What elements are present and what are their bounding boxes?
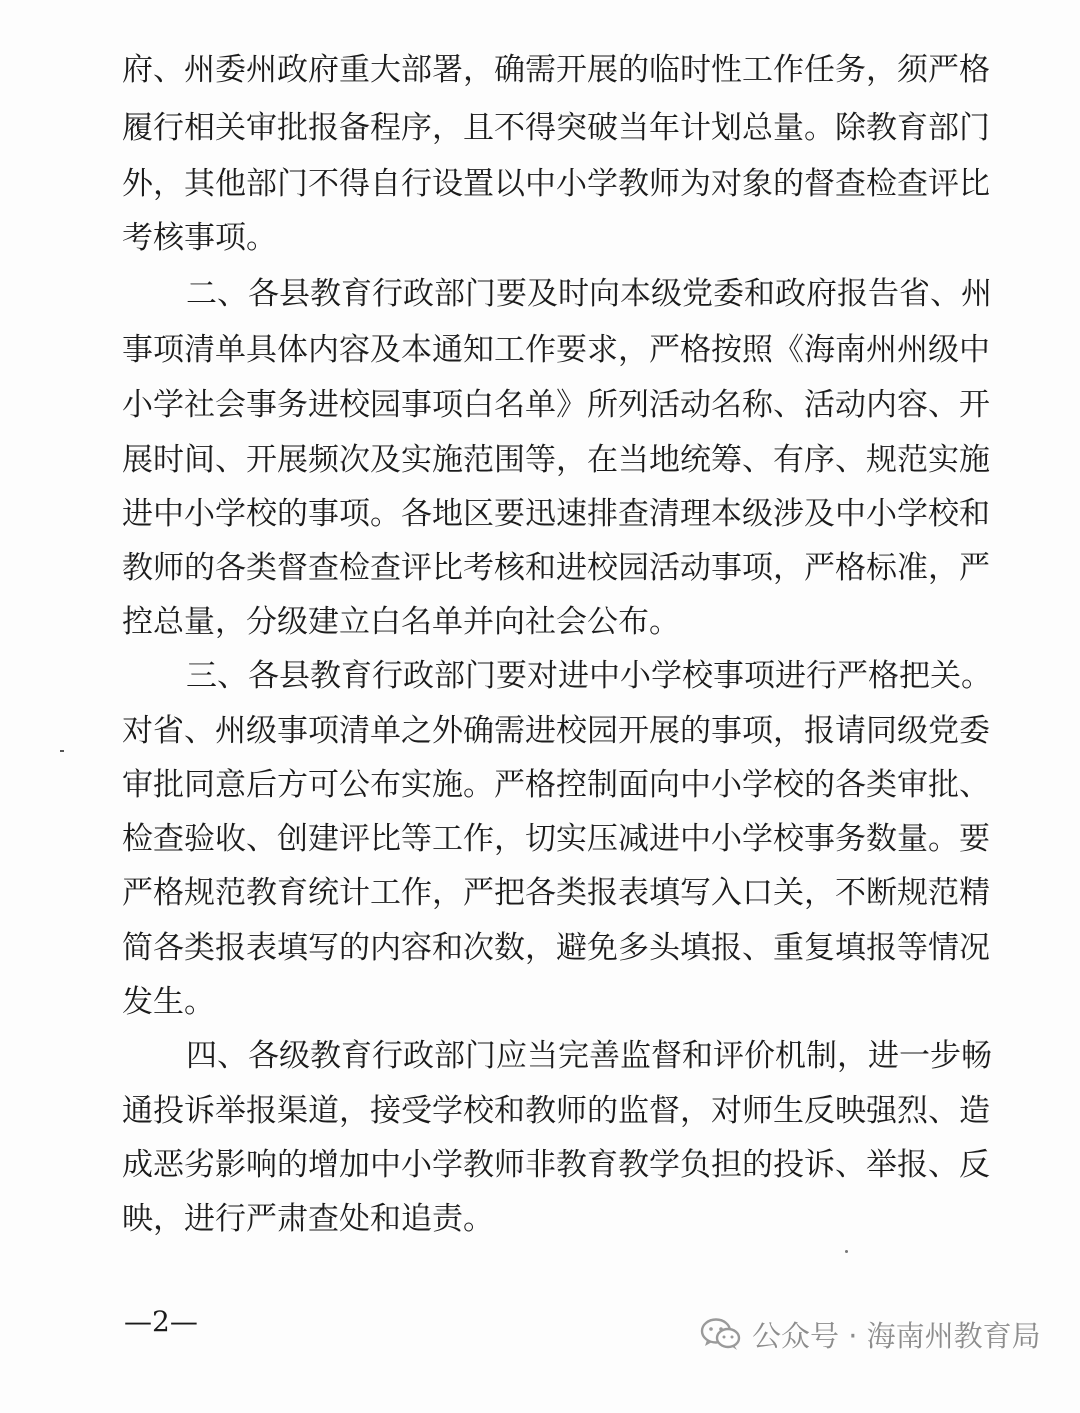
text-line: 映，进行严肃查处和追责。 — [122, 1201, 494, 1237]
text-line: 通投诉举报渠道，接受学校和教师的监督，对师生反映强烈、造 — [122, 1093, 990, 1129]
wechat-icon — [700, 1316, 742, 1352]
text-line: 考核事项。 — [122, 220, 277, 256]
text-line: 四、各级教育行政部门应当完善监督和评价机制，进一步畅 — [186, 1038, 992, 1074]
text-line: 事项清单具体内容及本通知工作要求，严格按照《海南州州级中 — [122, 332, 990, 368]
text-line: 小学社会事务进校园事项白名单》所列活动名称、活动内容、开 — [122, 387, 990, 423]
page-number: —2— — [124, 1305, 198, 1338]
text-line: 简各类报表填写的内容和次数，避免多头填报、重复填报等情况 — [122, 930, 990, 966]
scan-speck — [60, 750, 64, 752]
text-line: 履行相关审批报备程序，且不得突破当年计划总量。除教育部门 — [122, 110, 990, 146]
scan-speck — [845, 1250, 848, 1253]
text-line: 进中小学校的事项。各地区要迅速排查清理本级涉及中小学校和 — [122, 496, 990, 532]
watermark-text: 公众号 · 海南州教育局 — [752, 1318, 1041, 1353]
text-line: 教师的各类督查检查评比考核和进校园活动事项，严格标准，严 — [122, 550, 990, 586]
wechat-watermark — [700, 1310, 1041, 1358]
text-line: 审批同意后方可公布实施。严格控制面向中小学校的各类审批、 — [122, 767, 990, 803]
text-line: 检查验收、创建评比等工作，切实压减进中小学校事务数量。要 — [122, 821, 990, 857]
text-line: 成恶劣影响的增加中小学教师非教育教学负担的投诉、举报、反 — [122, 1147, 990, 1183]
text-line: 展时间、开展频次及实施范围等，在当地统筹、有序、规范实施 — [122, 442, 990, 478]
text-line: 对省、州级事项清单之外确需进校园开展的事项，报请同级党委 — [122, 713, 990, 749]
text-line: 控总量，分级建立白名单并向社会公布。 — [122, 604, 680, 640]
text-line: 外，其他部门不得自行设置以中小学教师为对象的督查检查评比 — [122, 166, 990, 202]
text-line: 三、各县教育行政部门要对进中小学校事项进行严格把关。 — [186, 658, 992, 694]
text-line: 府、州委州政府重大部署，确需开展的临时性工作任务，须严格 — [122, 52, 990, 88]
text-line: 二、各县教育行政部门要及时向本级党委和政府报告省、州 — [186, 276, 992, 312]
text-line: 发生。 — [122, 984, 215, 1020]
text-line: 严格规范教育统计工作，严把各类报表填写入口关，不断规范精 — [122, 875, 990, 911]
